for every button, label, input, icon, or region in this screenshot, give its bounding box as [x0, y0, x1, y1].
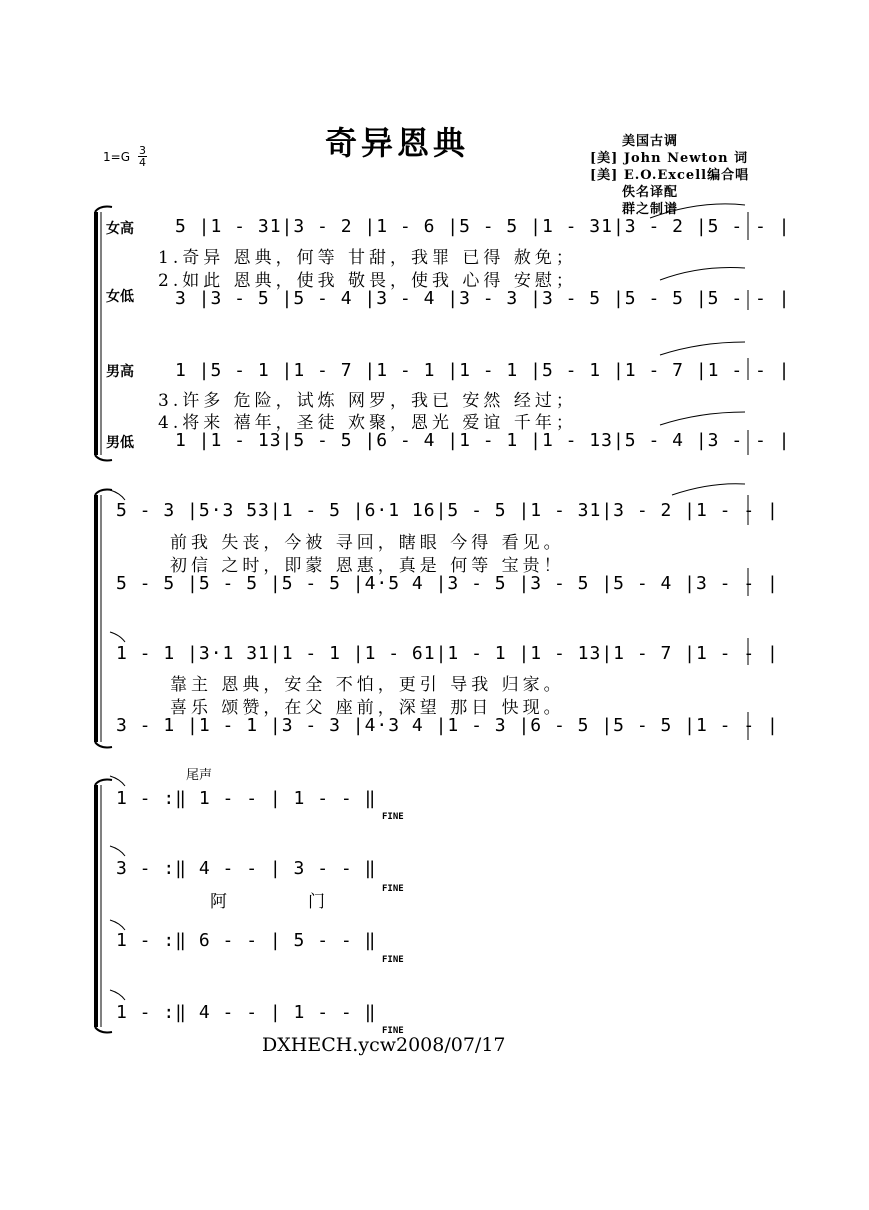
amen-syllable-men: 门	[308, 892, 325, 912]
coda-tenor: 1 - :‖ 6 - - | 5 - - ‖	[116, 930, 377, 951]
lyric-verse-1-line-1: 1.奇异 恩典，何等 甘甜，我罪 已得 赦免；	[158, 248, 577, 268]
alto-line-2: 5 - 5 |5 - 5 |5 - 5 |4·5 4 |3 - 5 |3 - 5 |5 - 4 |3 - - |	[116, 573, 779, 594]
lyric-verse-2-line-2: 初信 之时，即蒙 恩惠，真是 何等 宝贵！	[170, 556, 565, 576]
time-signature-top: 3	[139, 144, 146, 157]
time-signature	[138, 145, 147, 168]
alto-line-1: 3 |3 - 5 |5 - 4 |3 - 4 |3 - 3 |3 - 5 |5 - 5 |5 - - |	[175, 288, 791, 309]
fine-marker-soprano: FINE	[382, 812, 404, 822]
tenor-line-1: 1 |5 - 1 |1 - 7 |1 - 1 |1 - 1 |5 - 1 |1 - 7 |1 - - |	[175, 360, 791, 381]
bass-line-1: 1 |1 - 13|5 - 5 |6 - 4 |1 - 1 |1 - 13|5 - 4 |3 - - |	[175, 430, 791, 451]
soprano-line-2: 5 - 3 |5·3 53|1 - 5 |6·1 16|5 - 5 |1 - 31|3 - 2 |1 - - |	[116, 500, 779, 521]
voice-label-bass: 男低	[106, 435, 134, 451]
fine-marker-alto: FINE	[382, 884, 404, 894]
credit-translator: 佚名译配	[622, 185, 679, 200]
lyric-verse-4-line-1: 4.将来 禧年，圣徒 欢聚，恩光 爱谊 千年；	[158, 413, 577, 433]
lyric-verse-4-line-2: 喜乐 颂赞，在父 座前，深望 那日 快现。	[170, 698, 565, 718]
lyric-verse-3-line-2: 靠主 恩典，安全 不怕，更引 导我 归家。	[170, 675, 565, 695]
fine-marker-tenor: FINE	[382, 955, 404, 965]
credits	[590, 133, 749, 218]
coda-soprano: 1 - :‖ 1 - - | 1 - - ‖	[116, 788, 377, 809]
soprano-line-1: 5 |1 - 31|3 - 2 |1 - 6 |5 - 5 |1 - 31|3 - 2 |5 - - |	[175, 216, 791, 237]
credit-lyricist: [美] John Newton 词	[590, 151, 749, 166]
song-title: 奇异恩典	[325, 124, 470, 162]
credit-arranger: [美] E.O.Excell编合唱	[590, 168, 750, 183]
fine-marker-bass: FINE	[382, 1026, 404, 1036]
lyric-verse-2-line-1: 2.如此 恩典，使我 敬畏，使我 心得 安慰；	[158, 271, 577, 291]
key-signature: 1=G	[103, 150, 130, 164]
credit-engraver: 群之制谱	[622, 202, 679, 217]
amen-syllable-a: 阿	[210, 892, 227, 912]
coda-bass: 1 - :‖ 4 - - | 1 - - ‖	[116, 1002, 377, 1023]
voice-label-soprano: 女高	[106, 221, 134, 237]
lyric-verse-1-line-2: 前我 失丧，今被 寻回，瞎眼 今得 看见。	[170, 533, 565, 553]
voice-label-alto: 女低	[106, 289, 134, 305]
bass-line-2: 3 - 1 |1 - 1 |3 - 3 |4·3 4 |1 - 3 |6 - 5 |5 - 5 |1 - - |	[116, 715, 779, 736]
time-signature-bottom: 4	[139, 156, 146, 169]
credit-origin: 美国古调	[622, 134, 679, 149]
lyric-verse-3-line-1: 3.许多 危险，试炼 网罗，我已 安然 经过；	[158, 391, 577, 411]
signature: DXHECH.ycw2008/07/17	[262, 1034, 506, 1056]
coda-alto: 3 - :‖ 4 - - | 3 - - ‖	[116, 858, 377, 879]
tenor-line-2: 1 - 1 |3·1 31|1 - 1 |1 - 61|1 - 1 |1 - 13|1 - 7 |1 - - |	[116, 643, 779, 664]
voice-label-tenor: 男高	[106, 364, 134, 380]
coda-label: 尾声	[186, 768, 213, 783]
